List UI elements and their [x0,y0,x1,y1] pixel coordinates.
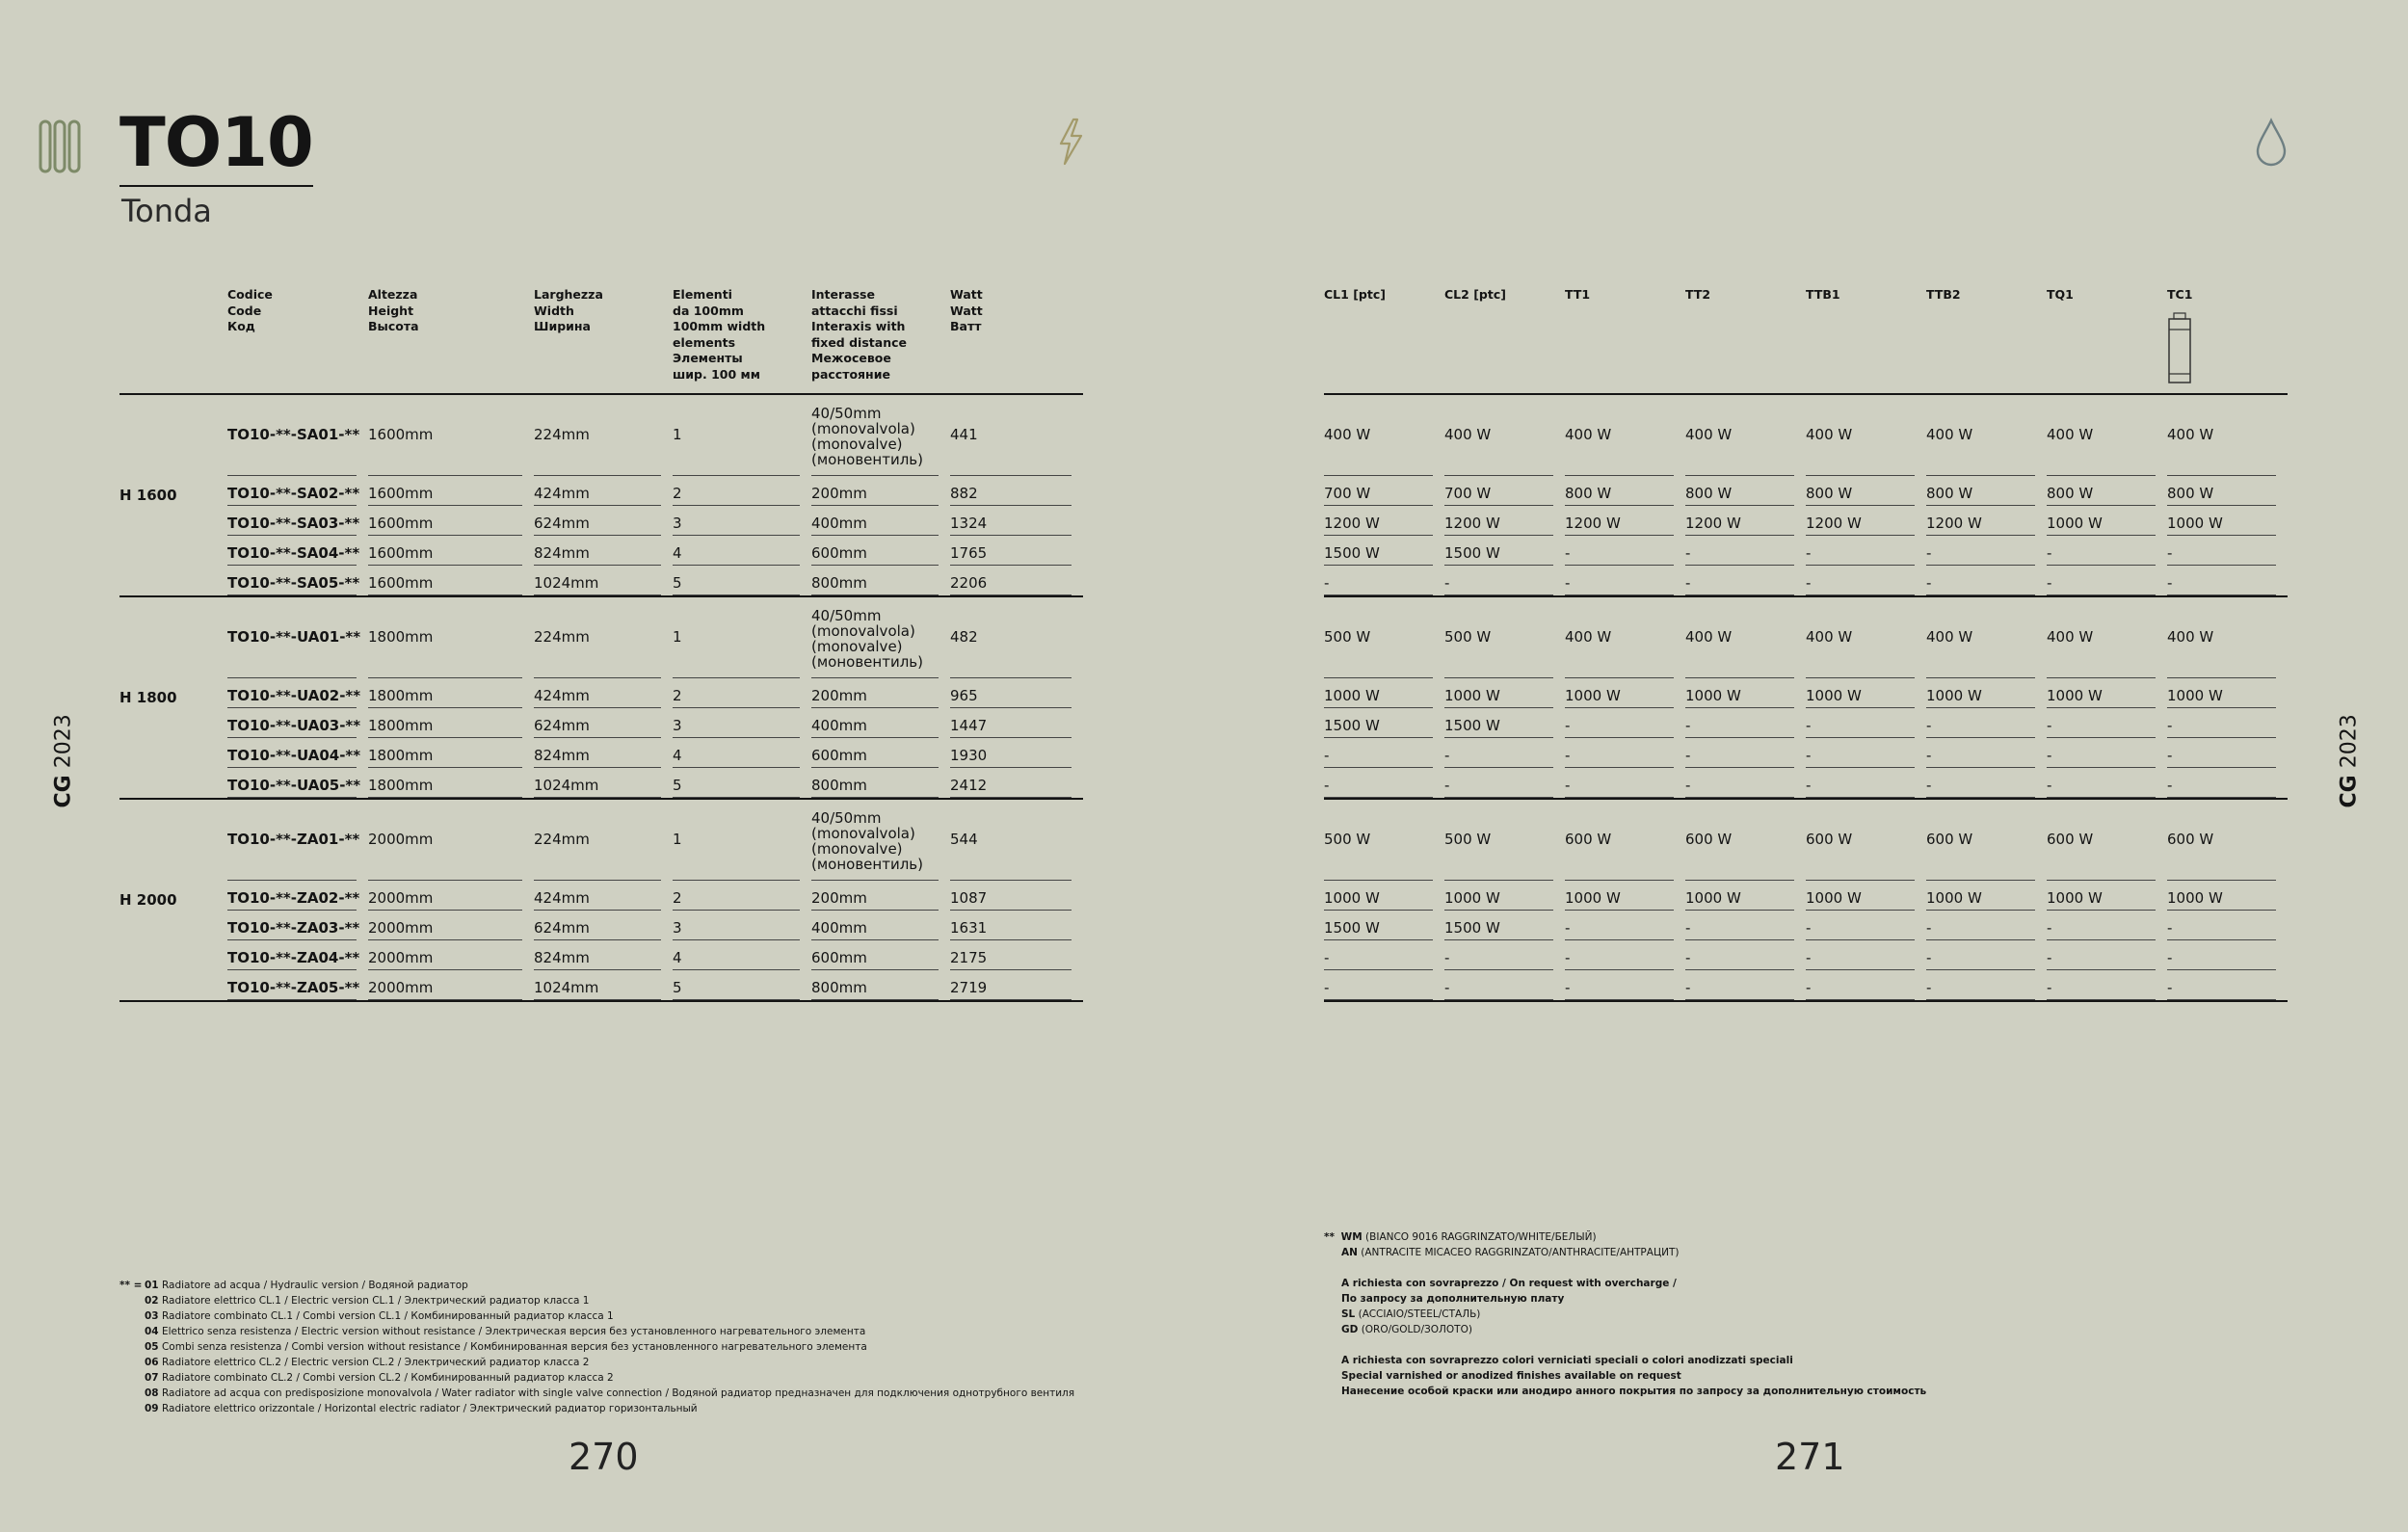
power-cell: - [2167,738,2288,768]
cell-code: TO10-**-UA05-** [227,768,368,799]
power-cell: 400 W [1926,596,2047,678]
power-cell: - [1324,970,1444,1001]
power-cell: 600 W [1926,799,2047,881]
special-2: Special varnished or anodized finishes available on request [1341,1370,1681,1382]
power-cell: 1000 W [2047,506,2167,536]
cell-elements: 1 [673,394,811,476]
table-row [119,940,1083,970]
header-height: Altezza Height Высота [368,279,534,394]
cell-code: TO10-**-UA04-** [227,738,368,768]
left-spec-table [119,279,1083,1002]
cell-watt: 482 [950,596,1083,678]
cell-code: TO10-**-ZA01-** [227,799,368,881]
power-cell: - [1926,536,2047,566]
cell-height: 1800mm [368,596,534,678]
power-cell: - [1565,911,1685,940]
power-cell: 1000 W [1565,678,1685,708]
power-cell: - [1565,738,1685,768]
power-cell: - [2047,911,2167,940]
cell-elements: 3 [673,506,811,536]
power-cell: - [1565,566,1685,596]
power-cell: 500 W [1324,799,1444,881]
table-row [1324,566,2288,596]
power-cell: - [2047,566,2167,596]
cell-code: TO10-**-SA01-** [227,394,368,476]
power-cell: - [1324,768,1444,799]
table-row [119,678,1083,708]
power-cell: 800 W [2047,476,2167,506]
power-cell: 1000 W [1444,678,1565,708]
cell-code: TO10-**-SA03-** [227,506,368,536]
power-cell: 400 W [2167,394,2288,476]
power-cell: - [1685,708,1806,738]
power-cell: - [1444,940,1565,970]
footnote-item: 03 Radiatore combinato CL.1 / Combi version CL.1 / Комбинированный радиатор класса 1 [145,1310,614,1322]
power-cell: - [1926,708,2047,738]
cell-height: 1800mm [368,708,534,738]
cell-watt: 1447 [950,708,1083,738]
table-row [1324,678,2288,708]
cell-elements: 2 [673,476,811,506]
power-cell: 600 W [1806,799,1926,881]
group-label: H 1600 [119,394,227,596]
table-row [1324,768,2288,799]
cell-height: 1600mm [368,394,534,476]
cell-interaxis: 40/50mm (monovalvola) (monovalve) (моновентиль) [811,799,950,881]
table-row [119,970,1083,1001]
cell-height: 1800mm [368,738,534,768]
header-watt: Watt Watt Ватт [950,279,1083,394]
header-group [119,279,227,394]
cell-width: 224mm [534,799,673,881]
table-row [119,476,1083,506]
right-electric-table [1324,279,2288,1002]
cell-height: 1600mm [368,476,534,506]
power-cell: - [1926,768,2047,799]
footnotes-right [1324,1229,1926,1399]
cell-interaxis: 800mm [811,566,950,596]
cell-watt: 2206 [950,566,1083,596]
header-tc1: TC1 [2167,279,2288,394]
power-cell: 700 W [1444,476,1565,506]
table-row [1324,596,2288,678]
table-row [1324,738,2288,768]
header-tt1: TT1 [1565,279,1685,394]
power-cell: - [1565,708,1685,738]
power-cell: - [1806,536,1926,566]
table-row [1324,476,2288,506]
cell-interaxis: 40/50mm (monovalvola) (monovalve) (моновентиль) [811,596,950,678]
power-cell: - [1685,738,1806,768]
power-cell: - [1565,940,1685,970]
cell-code: TO10-**-ZA03-** [227,911,368,940]
power-cell: 600 W [2167,799,2288,881]
power-cell: 400 W [1565,596,1685,678]
table-row [119,799,1083,881]
cell-width: 1024mm [534,768,673,799]
table-row [119,596,1083,678]
power-cell: 1000 W [1806,881,1926,911]
power-cell: 1200 W [1565,506,1685,536]
header-ttb1: TTB1 [1806,279,1926,394]
cell-watt: 2175 [950,940,1083,970]
power-cell: 1200 W [1806,506,1926,536]
power-cell: 400 W [1444,394,1565,476]
cell-height: 1600mm [368,536,534,566]
power-cell: 800 W [2167,476,2288,506]
power-cell: - [2047,536,2167,566]
power-cell: 400 W [1324,394,1444,476]
power-cell: 400 W [1685,596,1806,678]
power-cell: - [1806,911,1926,940]
cell-code: TO10-**-UA03-** [227,708,368,738]
power-cell: 1000 W [1806,678,1926,708]
power-cell: - [1324,940,1444,970]
table-row [1324,911,2288,940]
power-cell: - [1685,566,1806,596]
power-cell: 1500 W [1324,708,1444,738]
side-label-right [2337,714,2362,808]
cell-watt: 2412 [950,768,1083,799]
cell-width: 424mm [534,881,673,911]
catalog-code: CG [51,775,76,808]
cell-interaxis: 400mm [811,708,950,738]
cell-elements: 2 [673,678,811,708]
power-cell: - [1685,970,1806,1001]
page-subtitle: Tonda [121,193,212,229]
power-cell: - [1926,970,2047,1001]
cell-elements: 1 [673,596,811,678]
cell-width: 624mm [534,911,673,940]
group-label: H 2000 [119,799,227,1001]
catalog-year: 2023 [51,714,76,769]
power-cell: - [2047,768,2167,799]
cell-code: TO10-**-SA04-** [227,536,368,566]
power-cell: 1500 W [1324,911,1444,940]
cell-interaxis: 200mm [811,476,950,506]
table-row [1324,394,2288,476]
cell-watt: 441 [950,394,1083,476]
cell-width: 224mm [534,596,673,678]
power-cell: 400 W [1685,394,1806,476]
power-cell: 1000 W [1565,881,1685,911]
power-cell: - [1926,940,2047,970]
page-number-left: 270 [569,1436,639,1478]
cell-elements: 2 [673,881,811,911]
power-cell: - [2167,940,2288,970]
footnote-item: 09 Radiatore elettrico orizzontale / Horizontal electric radiator / Электрический радиатор горизонтальный [145,1403,698,1414]
cell-width: 824mm [534,536,673,566]
power-cell: - [2047,940,2167,970]
cell-elements: 3 [673,708,811,738]
power-cell: - [1565,536,1685,566]
cell-width: 824mm [534,738,673,768]
cell-elements: 1 [673,799,811,881]
cell-interaxis: 800mm [811,970,950,1001]
power-cell: - [1806,738,1926,768]
power-cell: 1000 W [2167,881,2288,911]
power-cell: - [1806,970,1926,1001]
cell-width: 424mm [534,476,673,506]
power-cell: - [2047,738,2167,768]
power-cell: - [1444,738,1565,768]
power-cell: - [2167,768,2288,799]
cell-watt: 2719 [950,970,1083,1001]
header-code: Codice Code Код [227,279,368,394]
power-cell: - [1806,940,1926,970]
table-row [119,708,1083,738]
side-label-left [51,714,76,808]
power-cell: - [1685,536,1806,566]
table-row [1324,506,2288,536]
footnote-item: 06 Radiatore elettrico CL.2 / Electric version CL.2 / Электрический радиатор класса 2 [145,1357,590,1368]
power-cell: - [1324,566,1444,596]
table-row [1324,940,2288,970]
cell-width: 424mm [534,678,673,708]
power-cell: - [2167,970,2288,1001]
power-cell: 1500 W [1324,536,1444,566]
power-cell: - [1565,970,1685,1001]
cell-width: 624mm [534,506,673,536]
cell-watt: 1765 [950,536,1083,566]
power-cell: 1200 W [1444,506,1565,536]
power-cell: 400 W [2047,394,2167,476]
footnote-item: 02 Radiatore elettrico CL.1 / Electric version CL.1 / Электрический радиатор класса 1 [145,1295,590,1307]
power-cell: - [1324,738,1444,768]
cell-code: TO10-**-UA01-** [227,596,368,678]
table-row [1324,970,2288,1001]
cell-width: 224mm [534,394,673,476]
page-title: TO10 [119,104,313,187]
header-width: Larghezza Width Ширина [534,279,673,394]
power-cell: 700 W [1324,476,1444,506]
power-cell: 1000 W [2047,881,2167,911]
cell-code: TO10-**-UA02-** [227,678,368,708]
cell-width: 824mm [534,940,673,970]
cell-height: 1800mm [368,768,534,799]
power-cell: 1000 W [1926,678,2047,708]
special-3: Нанесение особой краски или анодиро анного покрытия по запросу за дополнительную стоимость [1341,1386,1927,1397]
table-row [1324,536,2288,566]
cell-width: 1024mm [534,566,673,596]
page-number-right: 271 [1775,1436,1845,1478]
power-cell: - [1806,708,1926,738]
header-cl1-ptc: CL1 [ptc] [1324,279,1444,394]
cell-interaxis: 400mm [811,506,950,536]
power-cell: - [1444,970,1565,1001]
table-row [119,566,1083,596]
power-cell: - [1444,768,1565,799]
electric-bolt-icon [1056,118,1085,166]
power-cell: 1000 W [1685,881,1806,911]
cell-watt: 544 [950,799,1083,881]
cell-interaxis: 200mm [811,881,950,911]
finish-wm: ** WM (BIANCO 9016 RAGGRINZATO/WHITE/БЕЛЫЙ) [1324,1231,1597,1243]
cell-height: 2000mm [368,911,534,940]
power-cell: 1000 W [1324,678,1444,708]
catalog-year: 2023 [2337,714,2362,769]
table-row [119,738,1083,768]
cell-height: 2000mm [368,881,534,911]
power-cell: - [1444,566,1565,596]
power-cell: - [1565,768,1685,799]
cell-elements: 5 [673,768,811,799]
cell-interaxis: 200mm [811,678,950,708]
footnote-prefix: ** = [119,1280,143,1291]
power-cell: 800 W [1565,476,1685,506]
power-cell: 1000 W [2047,678,2167,708]
cell-interaxis: 40/50mm (monovalvola) (monovalve) (моновентиль) [811,394,950,476]
power-cell: - [1685,911,1806,940]
cell-elements: 4 [673,738,811,768]
power-cell: - [1806,768,1926,799]
cell-elements: 5 [673,566,811,596]
power-cell: 800 W [1926,476,2047,506]
power-cell: 1500 W [1444,536,1565,566]
power-cell: 1200 W [1324,506,1444,536]
power-cell: 1000 W [2167,506,2288,536]
cell-code: TO10-**-ZA02-** [227,881,368,911]
power-cell: 1000 W [1444,881,1565,911]
power-cell: 400 W [1565,394,1685,476]
power-cell: 400 W [2047,596,2167,678]
header-elements: Elementi da 100mm 100mm width elements Элементы шир. 100 мм [673,279,811,394]
cell-height: 2000mm [368,970,534,1001]
power-cell: - [2167,566,2288,596]
catalog-code: CG [2337,775,2362,808]
footnote-item: 08 Radiatore ad acqua con predisposizione monovalvola / Water radiator with single valve connection / Водяной радиатор предназначен для подключения однотрубного вентиля [145,1387,1075,1399]
power-cell: 400 W [1806,596,1926,678]
finish-an: AN (ANTRACITE MICACEO RAGGRINZATO/ANTHRACITE/АНТРАЦИТ) [1341,1247,1680,1258]
power-cell: - [1685,940,1806,970]
cell-interaxis: 400mm [811,911,950,940]
power-cell: 500 W [1444,799,1565,881]
cell-watt: 1087 [950,881,1083,911]
power-cell: 1200 W [1926,506,2047,536]
table-row [119,506,1083,536]
footnote-item: 07 Radiatore combinato CL.2 / Combi version CL.2 / Комбинированный радиатор класса 2 [145,1372,614,1384]
power-cell: - [2167,708,2288,738]
power-cell: 1000 W [1324,881,1444,911]
cell-code: TO10-**-SA05-** [227,566,368,596]
cell-watt: 1631 [950,911,1083,940]
cell-interaxis: 600mm [811,738,950,768]
cell-elements: 3 [673,911,811,940]
power-cell: 1000 W [2167,678,2288,708]
table-row [119,911,1083,940]
power-cell: - [1685,768,1806,799]
power-cell: 800 W [1806,476,1926,506]
table-row [1324,881,2288,911]
power-cell: - [2167,911,2288,940]
power-cell: 1500 W [1444,911,1565,940]
power-cell: 400 W [1926,394,2047,476]
table-row [119,394,1083,476]
power-cell: 600 W [2047,799,2167,881]
power-cell: - [1926,566,2047,596]
power-cell: - [2047,970,2167,1001]
power-cell: 1500 W [1444,708,1565,738]
table-row [119,881,1083,911]
power-cell: 500 W [1324,596,1444,678]
table-row [119,536,1083,566]
table-row [1324,708,2288,738]
power-cell: - [1926,911,2047,940]
header-tt2: TT2 [1685,279,1806,394]
cell-height: 2000mm [368,940,534,970]
extra-gd: GD (ORO/GOLD/ЗОЛОТО) [1341,1324,1472,1335]
radiator-icon [39,119,81,173]
cell-elements: 4 [673,940,811,970]
cell-interaxis: 600mm [811,536,950,566]
cell-height: 1800mm [368,678,534,708]
special-1: A richiesta con sovraprezzo colori verniciati speciali o colori anodizzati speciali [1341,1355,1793,1366]
water-drop-icon [2255,118,2288,168]
power-cell: 1200 W [1685,506,1806,536]
footnotes-left [119,1278,1074,1416]
power-cell: 600 W [1565,799,1685,881]
header-ttb2: TTB2 [1926,279,2047,394]
power-cell: 600 W [1685,799,1806,881]
cell-watt: 965 [950,678,1083,708]
power-cell: 500 W [1444,596,1565,678]
cell-code: TO10-**-ZA05-** [227,970,368,1001]
table-row [119,768,1083,799]
cell-width: 624mm [534,708,673,738]
thermostat-icon [2167,312,2192,385]
footnote-item: 04 Elettrico senza resistenza / Electric version without resistance / Электрическая версия без установленного нагревательного элемента [145,1326,866,1337]
cell-height: 1600mm [368,566,534,596]
cell-interaxis: 800mm [811,768,950,799]
power-cell: - [2047,708,2167,738]
footnote-item: 05 Combi senza resistenza / Combi version without resistance / Комбинированная версия без установленного нагревательного элемента [145,1341,867,1353]
header-interaxis: Interasse attacchi fissi Interaxis with fixed distance Межосевое расстояние [811,279,950,394]
request-title-2: По запросу за дополнительную плату [1341,1293,1565,1305]
cell-watt: 1930 [950,738,1083,768]
cell-interaxis: 600mm [811,940,950,970]
power-cell: - [1806,566,1926,596]
cell-height: 1600mm [368,506,534,536]
power-cell: 400 W [2167,596,2288,678]
cell-watt: 882 [950,476,1083,506]
header-tq1: TQ1 [2047,279,2167,394]
header-cl2-ptc: CL2 [ptc] [1444,279,1565,394]
extra-sl: SL (ACCIAIO/STEEL/СТАЛЬ) [1341,1308,1481,1320]
table-row [1324,799,2288,881]
cell-code: TO10-**-SA02-** [227,476,368,506]
power-cell: - [2167,536,2288,566]
power-cell: 800 W [1685,476,1806,506]
cell-height: 2000mm [368,799,534,881]
footnote-item: ** = 01 Radiatore ad acqua / Hydraulic version / Водяной радиатор [119,1280,468,1291]
cell-width: 1024mm [534,970,673,1001]
cell-elements: 5 [673,970,811,1001]
cell-elements: 4 [673,536,811,566]
group-label: H 1800 [119,596,227,799]
cell-watt: 1324 [950,506,1083,536]
request-title-1: A richiesta con sovraprezzo / On request with overcharge / [1341,1278,1677,1289]
cell-code: TO10-**-ZA04-** [227,940,368,970]
power-cell: - [1926,738,2047,768]
power-cell: 1000 W [1685,678,1806,708]
power-cell: 400 W [1806,394,1926,476]
power-cell: 1000 W [1926,881,2047,911]
